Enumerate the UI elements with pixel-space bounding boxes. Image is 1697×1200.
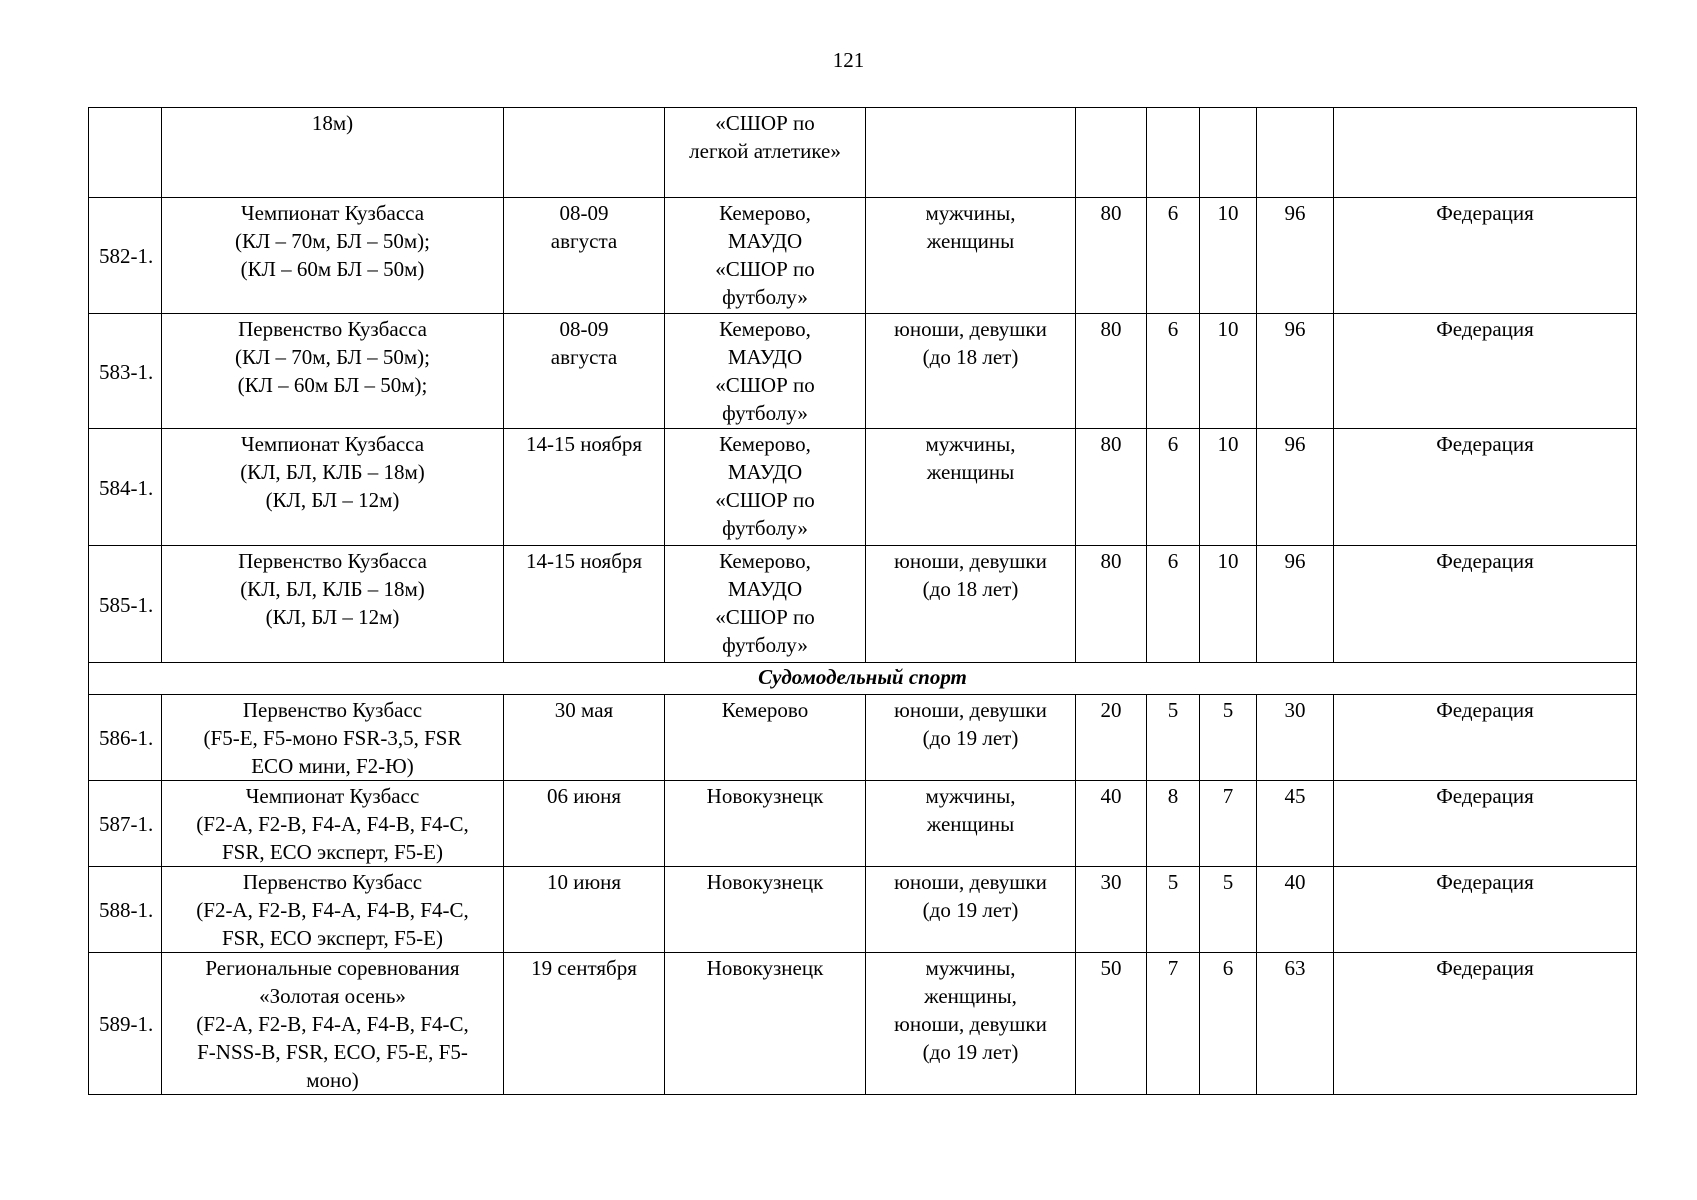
- table-row: [89, 546, 1637, 663]
- count-cell: 80: [1076, 546, 1147, 663]
- event-name-line: ECO мини, F2-Ю): [251, 754, 414, 778]
- event-date-line: августа: [550, 345, 618, 369]
- event-name-line: (КЛ, БЛ, КЛБ – 18м): [240, 577, 425, 601]
- event-place-line: футболу»: [722, 516, 808, 540]
- table-row: [89, 953, 1637, 1095]
- event-participants: [866, 953, 1076, 1095]
- event-name-line: 18м): [311, 111, 354, 135]
- event-place: [665, 781, 866, 867]
- event-name: [162, 781, 504, 867]
- table-row: [89, 314, 1637, 429]
- count-cell: 40: [1257, 867, 1334, 953]
- event-name-line: Первенство Кузбасса: [238, 549, 427, 573]
- count-cell: 7: [1147, 953, 1200, 1095]
- count-cell: [1147, 108, 1200, 198]
- count-cell: 50: [1076, 953, 1147, 1095]
- event-organizer: Федерация: [1334, 429, 1637, 546]
- event-place: [665, 867, 866, 953]
- event-place: [665, 429, 866, 546]
- event-date-line: 10 июня: [546, 870, 622, 894]
- event-participants-line: мужчины,: [925, 956, 1016, 980]
- count-cell: 5: [1147, 867, 1200, 953]
- event-place: [665, 198, 866, 314]
- event-name-line: (F2-A, F2-B, F4-A, F4-B, F4-C,: [196, 812, 469, 836]
- event-participants: [866, 546, 1076, 663]
- event-date: [504, 953, 665, 1095]
- event-date-line: 08-09: [559, 317, 609, 341]
- event-date-line: 14-15 ноября: [525, 432, 643, 456]
- event-date: [504, 781, 665, 867]
- event-number: 587-1.: [89, 781, 162, 867]
- event-place-line: «СШОР по: [715, 488, 815, 512]
- event-participants: [866, 781, 1076, 867]
- event-name: [162, 314, 504, 429]
- event-place-line: Новокузнецк: [706, 784, 824, 808]
- count-cell: 45: [1257, 781, 1334, 867]
- event-number: 586-1.: [89, 695, 162, 781]
- event-participants-line: юноши, девушки: [894, 549, 1047, 573]
- event-participants-line: (до 19 лет): [922, 898, 1019, 922]
- event-number: [89, 108, 162, 198]
- event-place-line: «СШОР по: [715, 605, 815, 629]
- event-place-line: футболу»: [722, 285, 808, 309]
- count-cell: 6: [1147, 198, 1200, 314]
- event-participants-line: юноши, девушки: [894, 698, 1047, 722]
- count-cell: 10: [1200, 314, 1257, 429]
- event-place: [665, 314, 866, 429]
- event-name-line: (F2-A, F2-B, F4-A, F4-B, F4-C,: [196, 1012, 469, 1036]
- count-cell: 5: [1200, 695, 1257, 781]
- count-cell: 30: [1076, 867, 1147, 953]
- event-number: 582-1.: [89, 198, 162, 314]
- event-place: [665, 953, 866, 1095]
- event-name: [162, 429, 504, 546]
- event-name-line: Региональные соревнования: [205, 956, 460, 980]
- event-participants-line: (до 18 лет): [922, 345, 1019, 369]
- count-cell: 7: [1200, 781, 1257, 867]
- event-place-line: «СШОР по: [715, 373, 815, 397]
- table-row: [89, 429, 1637, 546]
- event-place-line: легкой атлетике»: [689, 139, 841, 163]
- count-cell: 80: [1076, 314, 1147, 429]
- section-title: Судомодельный спорт: [89, 663, 1637, 695]
- event-organizer: Федерация: [1334, 953, 1637, 1095]
- table-row: [89, 108, 1637, 198]
- event-name-line: FSR, ECO эксперт, F5-E): [221, 840, 443, 864]
- event-name-line: Чемпионат Кузбасса: [240, 432, 425, 456]
- table-row: [89, 781, 1637, 867]
- event-place-line: «СШОР по: [715, 111, 815, 135]
- event-name-line: (КЛ, БЛ – 12м): [265, 605, 400, 629]
- event-number: 588-1.: [89, 867, 162, 953]
- count-cell: 8: [1147, 781, 1200, 867]
- event-place-line: Новокузнецк: [706, 870, 824, 894]
- event-name-line: Чемпионат Кузбасса: [240, 201, 425, 225]
- count-cell: 63: [1257, 953, 1334, 1095]
- count-cell: 10: [1200, 429, 1257, 546]
- event-organizer: Федерация: [1334, 198, 1637, 314]
- event-name: [162, 867, 504, 953]
- event-place-line: «СШОР по: [715, 257, 815, 281]
- count-cell: 96: [1257, 314, 1334, 429]
- event-date: [504, 429, 665, 546]
- event-date: [504, 546, 665, 663]
- event-place-line: МАУДО: [727, 460, 803, 484]
- count-cell: [1200, 108, 1257, 198]
- event-participants-line: (до 18 лет): [922, 577, 1019, 601]
- count-cell: 40: [1076, 781, 1147, 867]
- event-name-line: Первенство Кузбасса: [238, 317, 427, 341]
- event-name: [162, 695, 504, 781]
- event-participants-line: мужчины,: [925, 784, 1016, 808]
- event-date-line: 19 сентября: [531, 956, 637, 980]
- event-participants-line: юноши, девушки: [894, 317, 1047, 341]
- event-date-line: 14-15 ноября: [525, 549, 643, 573]
- count-cell: [1076, 108, 1147, 198]
- event-participants-line: юноши, девушки: [894, 870, 1047, 894]
- event-place: [665, 546, 866, 663]
- event-organizer: Федерация: [1334, 781, 1637, 867]
- event-participants-line: женщины: [926, 229, 1015, 253]
- event-place-line: Кемерово: [721, 698, 809, 722]
- count-cell: 80: [1076, 429, 1147, 546]
- section-row: [89, 663, 1637, 695]
- count-cell: [1257, 108, 1334, 198]
- event-participants-line: женщины: [926, 460, 1015, 484]
- event-number: 585-1.: [89, 546, 162, 663]
- event-place-line: Кемерово,: [719, 317, 811, 341]
- event-name: [162, 546, 504, 663]
- event-name: [162, 108, 504, 198]
- event-organizer: Федерация: [1334, 546, 1637, 663]
- event-place-line: МАУДО: [727, 229, 803, 253]
- event-place-line: футболу»: [722, 633, 808, 657]
- event-participants: [866, 108, 1076, 198]
- event-participants-line: женщины,: [924, 984, 1017, 1008]
- event-number: 583-1.: [89, 314, 162, 429]
- event-participants-line: юноши, девушки: [894, 1012, 1047, 1036]
- events-table: [88, 107, 1637, 1095]
- page-number: 121: [832, 48, 865, 72]
- event-place-line: Кемерово,: [719, 432, 811, 456]
- event-name-line: Первенство Кузбасс: [242, 870, 423, 894]
- event-name-line: «Золотая осень»: [259, 984, 406, 1008]
- event-name-line: (КЛ – 60м БЛ – 50м): [240, 257, 425, 281]
- event-place-line: футболу»: [722, 401, 808, 425]
- event-place-line: Новокузнецк: [706, 956, 824, 980]
- event-date-line: 30 мая: [554, 698, 614, 722]
- event-name: [162, 953, 504, 1095]
- table-row: [89, 695, 1637, 781]
- event-name-line: (F2-A, F2-B, F4-A, F4-B, F4-C,: [196, 898, 469, 922]
- event-participants: [866, 695, 1076, 781]
- count-cell: 96: [1257, 429, 1334, 546]
- event-name-line: моно): [306, 1068, 359, 1092]
- event-participants-line: мужчины,: [925, 201, 1016, 225]
- event-date: [504, 695, 665, 781]
- count-cell: 6: [1147, 546, 1200, 663]
- event-organizer: Федерация: [1334, 314, 1637, 429]
- table-row: [89, 198, 1637, 314]
- event-place: [665, 108, 866, 198]
- event-name-line: (КЛ – 60м БЛ – 50м);: [237, 373, 428, 397]
- table-body: [89, 108, 1637, 1095]
- event-place-line: Кемерово,: [719, 549, 811, 573]
- count-cell: 10: [1200, 546, 1257, 663]
- event-place-line: МАУДО: [727, 577, 803, 601]
- event-place-line: МАУДО: [727, 345, 803, 369]
- event-date-line: августа: [550, 229, 618, 253]
- count-cell: 20: [1076, 695, 1147, 781]
- event-date-line: 06 июня: [546, 784, 622, 808]
- count-cell: 96: [1257, 198, 1334, 314]
- event-participants: [866, 314, 1076, 429]
- event-number: 589-1.: [89, 953, 162, 1095]
- event-organizer: Федерация: [1334, 867, 1637, 953]
- event-date: [504, 867, 665, 953]
- event-place: [665, 695, 866, 781]
- count-cell: 10: [1200, 198, 1257, 314]
- table-row: [89, 867, 1637, 953]
- event-number: 584-1.: [89, 429, 162, 546]
- event-name-line: FSR, ECO эксперт, F5-E): [221, 926, 443, 950]
- event-name-line: (КЛ – 70м, БЛ – 50м);: [235, 229, 430, 253]
- event-name-line: (F5-E, F5-моно FSR-3,5, FSR: [203, 726, 462, 750]
- event-name: [162, 198, 504, 314]
- count-cell: 5: [1200, 867, 1257, 953]
- event-organizer: [1334, 108, 1637, 198]
- event-participants-line: женщины: [926, 812, 1015, 836]
- count-cell: 5: [1147, 695, 1200, 781]
- event-participants: [866, 429, 1076, 546]
- count-cell: 80: [1076, 198, 1147, 314]
- event-place-line: Кемерово,: [719, 201, 811, 225]
- event-date: [504, 198, 665, 314]
- event-name-line: (КЛ, БЛ – 12м): [265, 488, 400, 512]
- event-name-line: (КЛ, БЛ, КЛБ – 18м): [240, 460, 425, 484]
- event-participants-line: (до 19 лет): [922, 726, 1019, 750]
- count-cell: 30: [1257, 695, 1334, 781]
- event-name-line: Чемпионат Кузбасс: [245, 784, 420, 808]
- event-organizer: Федерация: [1334, 695, 1637, 781]
- count-cell: 6: [1200, 953, 1257, 1095]
- event-participants-line: (до 19 лет): [922, 1040, 1019, 1064]
- event-participants: [866, 198, 1076, 314]
- event-participants-line: мужчины,: [925, 432, 1016, 456]
- event-name-line: Первенство Кузбасс: [242, 698, 423, 722]
- event-date-line: 08-09: [559, 201, 609, 225]
- event-date: [504, 108, 665, 198]
- count-cell: 96: [1257, 546, 1334, 663]
- count-cell: 6: [1147, 429, 1200, 546]
- event-name-line: F-NSS-B, FSR, ECO, F5-E, F5-: [197, 1040, 468, 1064]
- event-name-line: (КЛ – 70м, БЛ – 50м);: [235, 345, 430, 369]
- event-date: [504, 314, 665, 429]
- event-participants: [866, 867, 1076, 953]
- count-cell: 6: [1147, 314, 1200, 429]
